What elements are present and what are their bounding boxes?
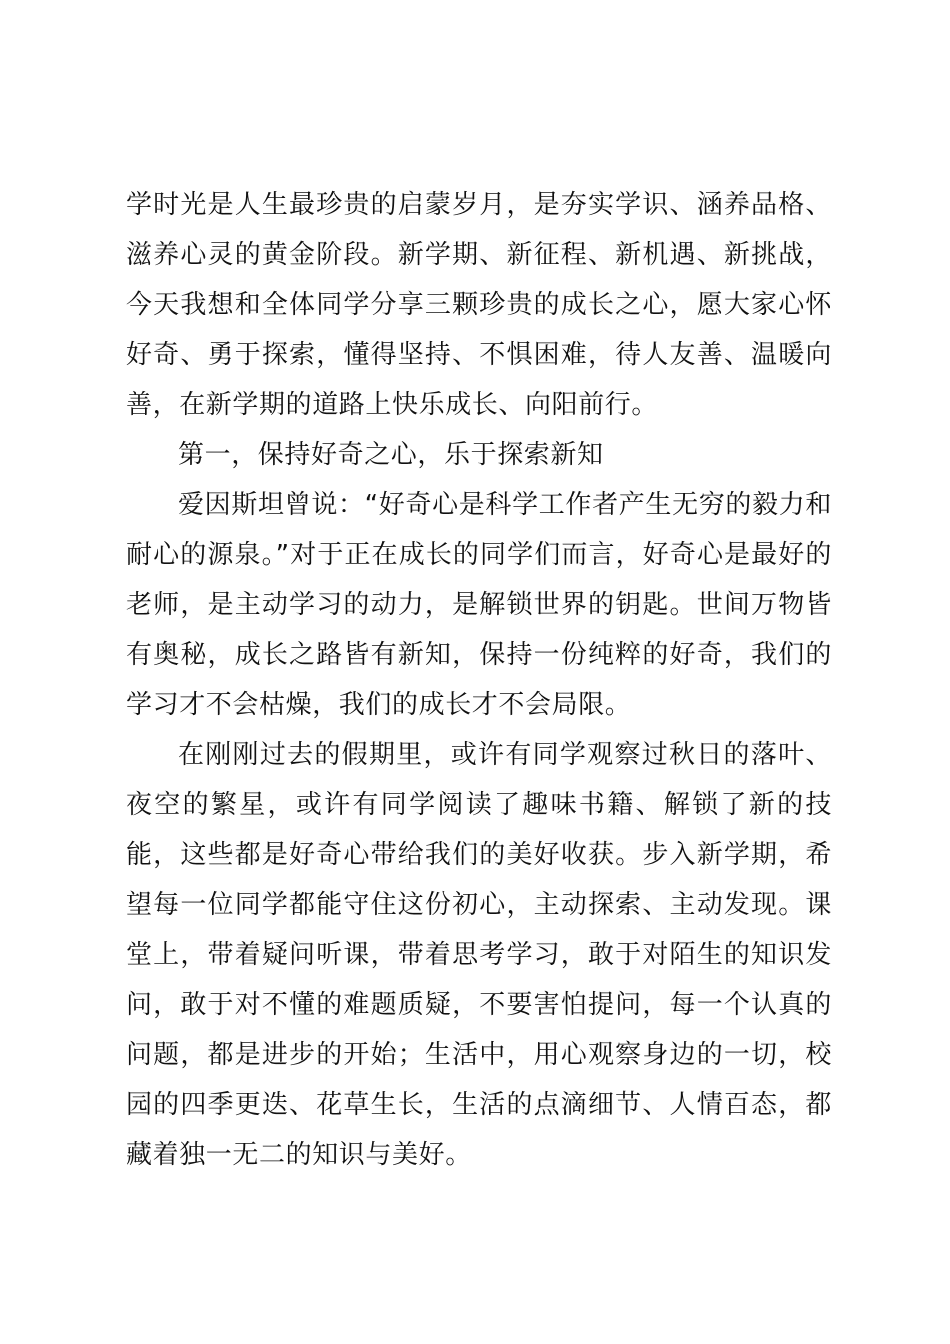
- paragraph-new-semester: 在刚刚过去的假期里，或许有同学观察过秋日的落叶、夜空的繁星，或许有同学阅读了趣味书籍、解锁了新的技能，这些都是好奇心带给我们的美好收获。步入新学期，希望每一位同学都能守住这份初心，主动探索、主动发现。课堂上，带着疑问听课，带着思考学习，敢于对陌生的知识发问，敢于对不懂的难题质疑，不要害怕提问，每一个认真的问题，都是进步的开始；生活中，用心观察身边的一切，校园的四季更迭、花草生长，生活的点滴细节、人情百态，都藏着独一无二的知识与美好。: [126, 740, 832, 1170]
- document-body: [126, 180, 832, 1180]
- paragraph-einstein-quote: 爱因斯坦曾说：“好奇心是科学工作者产生无穷的毅力和耐心的源泉。”对于正在成长的同学们而言，好奇心是最好的老师，是主动学习的动力，是解锁世界的钥匙。世间万物皆有奥秘，成长之路皆有新知，保持一份纯粹的好奇，我们的学习才不会枯燥，我们的成长才不会局限。: [126, 490, 832, 720]
- paragraph-continued-intro: 学时光是人生最珍贵的启蒙岁月，是夯实学识、涵养品格、滋养心灵的黄金阶段。新学期、新征程、新机遇、新挑战，今天我想和全体同学分享三颗珍贵的成长之心，愿大家心怀好奇、勇于探索，懂得坚持、不惧困难，待人友善、温暖向善，在新学期的道路上快乐成长、向阳前行。: [126, 190, 832, 420]
- section-heading-curiosity: 第一，保持好奇之心，乐于探索新知: [178, 440, 604, 470]
